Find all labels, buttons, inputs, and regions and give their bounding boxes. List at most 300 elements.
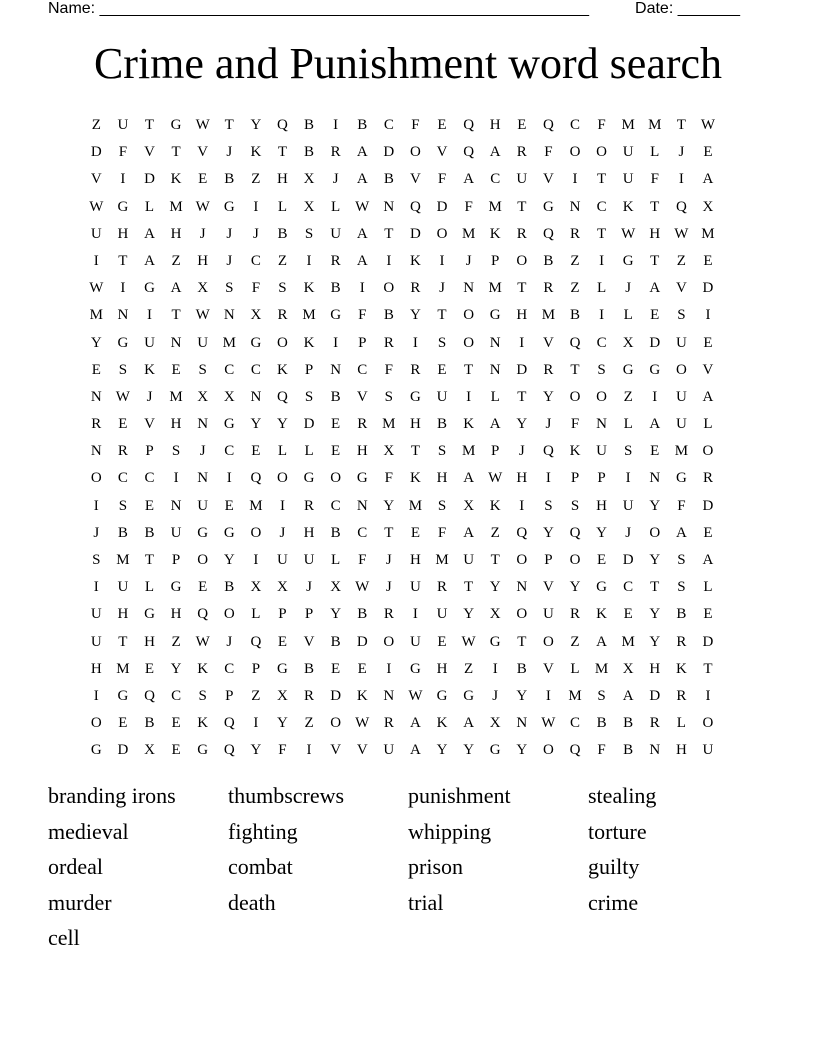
grid-letter: G bbox=[117, 687, 129, 704]
grid-letter: V bbox=[144, 416, 155, 433]
grid-row bbox=[83, 631, 721, 658]
grid-letter: O bbox=[675, 361, 687, 378]
grid-letter: H bbox=[144, 633, 155, 650]
grid-letter: F bbox=[597, 117, 606, 133]
grid-letter: I bbox=[386, 252, 392, 269]
grid-letter: R bbox=[330, 144, 341, 161]
grid-letter: I bbox=[306, 742, 312, 759]
grid-letter: W bbox=[488, 470, 503, 487]
grid-letter: C bbox=[569, 117, 580, 133]
grid-letter: I bbox=[93, 252, 99, 269]
grid-letter: F bbox=[437, 524, 447, 541]
grid-letter: C bbox=[250, 361, 261, 378]
grid-letter: L bbox=[596, 280, 607, 297]
grid-letter: Y bbox=[542, 388, 554, 405]
grid-letter: P bbox=[304, 606, 314, 623]
grid-letter: J bbox=[625, 280, 632, 297]
grid-letter: G bbox=[622, 361, 634, 378]
grid-letter: M bbox=[169, 198, 183, 215]
grid-letter: G bbox=[489, 742, 501, 759]
grid-letter: H bbox=[436, 660, 448, 677]
grid-letter: R bbox=[410, 280, 421, 297]
grid-letter: K bbox=[303, 280, 315, 297]
grid-letter: A bbox=[649, 280, 661, 297]
grid-letter: B bbox=[383, 171, 394, 188]
grid-letter: W bbox=[700, 117, 716, 133]
grid-letter: D bbox=[702, 633, 714, 650]
grid-letter: M bbox=[116, 660, 130, 677]
grid-letter: Y bbox=[410, 307, 421, 324]
grid-letter: K bbox=[622, 198, 634, 215]
grid-letter: B bbox=[304, 660, 315, 677]
grid-letter: S bbox=[677, 552, 686, 568]
grid-letter: B bbox=[330, 524, 341, 541]
grid-row bbox=[83, 739, 721, 766]
grid-letter: M bbox=[568, 687, 582, 704]
grid-letter: Q bbox=[223, 742, 235, 759]
grid-letter: E bbox=[198, 171, 208, 188]
grid-letter: E bbox=[118, 715, 128, 732]
grid-letter: P bbox=[304, 361, 314, 378]
grid-letter: J bbox=[226, 225, 233, 242]
grid-letter: C bbox=[490, 171, 501, 188]
grid-letter: Y bbox=[223, 552, 235, 568]
grid-letter: R bbox=[569, 225, 580, 242]
grid-letter: I bbox=[253, 198, 259, 215]
grid-letter: Z bbox=[304, 715, 314, 732]
grid-letter: X bbox=[622, 660, 634, 677]
grid-letter: B bbox=[357, 606, 368, 623]
grid-letter: Q bbox=[223, 715, 235, 732]
grid-letter: O bbox=[702, 443, 714, 460]
grid-letter: I bbox=[253, 552, 259, 568]
grid-letter: Q bbox=[569, 742, 581, 759]
grid-letter: G bbox=[489, 633, 501, 650]
grid-letter: Q bbox=[516, 524, 528, 541]
grid-letter: A bbox=[702, 388, 714, 405]
grid-letter: Y bbox=[569, 579, 581, 596]
grid-letter: E bbox=[623, 606, 633, 623]
grid-letter: W bbox=[355, 715, 370, 732]
grid-letter: R bbox=[543, 361, 554, 378]
grid-letter: R bbox=[543, 280, 554, 297]
grid-letter: U bbox=[622, 144, 634, 161]
grid-letter: K bbox=[170, 171, 182, 188]
grid-letter: O bbox=[463, 307, 475, 324]
grid-letter: N bbox=[516, 715, 528, 732]
grid-letter: C bbox=[569, 715, 580, 732]
grid-letter: S bbox=[597, 361, 606, 378]
grid-letter: T bbox=[490, 552, 500, 568]
grid-letter: G bbox=[144, 280, 155, 297]
grid-letter: G bbox=[675, 470, 687, 487]
grid-letter: J bbox=[279, 524, 286, 541]
word-list-item: thumbscrews bbox=[228, 783, 345, 808]
grid-letter: B bbox=[277, 225, 288, 242]
grid-letter: C bbox=[224, 361, 235, 378]
grid-letter: X bbox=[702, 198, 714, 215]
grid-letter: L bbox=[331, 198, 341, 215]
grid-letter: Y bbox=[516, 742, 528, 759]
grid-letter: Z bbox=[623, 388, 633, 405]
grid-letter: N bbox=[383, 198, 395, 215]
grid-letter: S bbox=[118, 497, 128, 514]
grid-letter: C bbox=[596, 334, 607, 351]
grid-letter: Q bbox=[144, 687, 155, 704]
grid-letter: B bbox=[623, 715, 634, 732]
grid-letter: B bbox=[596, 715, 607, 732]
grid-letter: M bbox=[701, 225, 715, 242]
grid-letter: O bbox=[90, 715, 102, 732]
grid-letter: L bbox=[650, 144, 660, 161]
letter-grid bbox=[83, 114, 721, 767]
grid-letter: K bbox=[596, 606, 607, 623]
grid-letter: W bbox=[621, 225, 636, 242]
grid-letter: F bbox=[570, 416, 580, 433]
grid-letter: T bbox=[650, 198, 660, 215]
grid-letter: O bbox=[383, 280, 395, 297]
grid-letter: F bbox=[597, 742, 606, 759]
grid-letter: X bbox=[250, 579, 262, 596]
grid-letter: U bbox=[596, 443, 607, 460]
grid-letter: A bbox=[170, 280, 182, 297]
grid-letter: N bbox=[330, 361, 342, 378]
grid-letter: R bbox=[304, 687, 315, 704]
grid-letter: E bbox=[437, 117, 447, 133]
grid-letter: N bbox=[649, 742, 661, 759]
grid-letter: I bbox=[120, 280, 126, 297]
grid-letter: T bbox=[650, 579, 660, 596]
grid-letter: B bbox=[330, 280, 341, 297]
grid-letter: M bbox=[488, 280, 502, 297]
grid-letter: B bbox=[224, 579, 235, 596]
grid-letter: W bbox=[355, 579, 370, 596]
grid-letter: I bbox=[386, 660, 392, 677]
grid-letter: Y bbox=[170, 660, 182, 677]
grid-row bbox=[83, 332, 721, 359]
grid-letter: G bbox=[596, 579, 607, 596]
grid-letter: E bbox=[437, 633, 447, 650]
grid-letter: J bbox=[226, 144, 233, 161]
grid-letter: F bbox=[650, 171, 659, 188]
grid-letter: X bbox=[489, 606, 501, 623]
word-list-item: torture bbox=[588, 818, 647, 844]
grid-letter: F bbox=[118, 144, 128, 161]
grid-letter: B bbox=[330, 633, 341, 650]
grid-letter: O bbox=[596, 388, 607, 405]
grid-letter: I bbox=[466, 388, 472, 405]
grid-letter: D bbox=[383, 144, 395, 161]
grid-letter: A bbox=[702, 552, 714, 568]
grid-letter: T bbox=[410, 443, 420, 460]
grid-letter: L bbox=[144, 198, 155, 215]
name-field: Name: _______________________________________________________ bbox=[48, 0, 589, 17]
grid-letter: J bbox=[226, 252, 233, 269]
grid-letter: H bbox=[410, 552, 421, 568]
grid-letter: R bbox=[516, 225, 527, 242]
grid-letter: S bbox=[304, 388, 314, 405]
grid-letter: R bbox=[649, 715, 660, 732]
grid-letter: T bbox=[277, 144, 288, 161]
grid-letter: E bbox=[410, 524, 420, 541]
grid-letter: J bbox=[385, 579, 392, 596]
grid-letter: G bbox=[542, 198, 554, 215]
grid-letter: D bbox=[622, 552, 634, 568]
grid-letter: G bbox=[144, 606, 155, 623]
grid-letter: L bbox=[331, 552, 341, 568]
grid-letter: R bbox=[91, 416, 102, 433]
grid-letter: K bbox=[489, 497, 501, 514]
grid-letter: V bbox=[542, 579, 554, 596]
grid-row bbox=[83, 359, 721, 386]
grid-letter: R bbox=[383, 334, 394, 351]
grid-letter: I bbox=[599, 252, 605, 269]
grid-letter: I bbox=[412, 334, 418, 351]
grid-letter: U bbox=[516, 171, 528, 188]
grid-letter: V bbox=[197, 144, 209, 161]
word-list-item: ordeal bbox=[48, 854, 103, 879]
grid-letter: W bbox=[89, 198, 104, 215]
grid-letter: C bbox=[224, 660, 235, 677]
grid-row bbox=[83, 576, 721, 603]
grid-letter: T bbox=[650, 252, 660, 269]
grid-letter: I bbox=[599, 307, 605, 324]
grid-letter: L bbox=[251, 606, 261, 623]
grid-letter: E bbox=[331, 416, 341, 433]
page-title: Crime and Punishment word search bbox=[93, 39, 723, 88]
grid-letter: L bbox=[703, 579, 713, 596]
grid-letter: U bbox=[90, 225, 102, 242]
grid-letter: R bbox=[437, 579, 448, 596]
grid-letter: U bbox=[90, 606, 102, 623]
grid-letter: F bbox=[384, 361, 393, 378]
grid-letter: N bbox=[356, 497, 368, 514]
grid-letter: B bbox=[144, 715, 155, 732]
grid-letter: A bbox=[356, 171, 368, 188]
grid-letter: B bbox=[623, 742, 634, 759]
grid-letter: H bbox=[675, 742, 687, 759]
grid-letter: F bbox=[384, 470, 393, 487]
grid-letter: S bbox=[198, 687, 207, 704]
grid-letter: S bbox=[544, 497, 553, 514]
grid-letter: W bbox=[195, 633, 210, 650]
grid-letter: V bbox=[542, 660, 554, 677]
header bbox=[48, 0, 740, 20]
grid-letter: R bbox=[277, 307, 288, 324]
grid-row bbox=[83, 413, 721, 440]
grid-letter: B bbox=[676, 606, 687, 623]
grid-letter: Q bbox=[277, 117, 288, 133]
grid-letter: J bbox=[439, 280, 445, 297]
grid-letter: Y bbox=[250, 416, 262, 433]
grid-letter: G bbox=[463, 687, 475, 704]
grid-letter: R bbox=[410, 361, 421, 378]
grid-letter: C bbox=[171, 687, 182, 704]
grid-letter: N bbox=[90, 443, 102, 460]
grid-letter: K bbox=[463, 416, 475, 433]
grid-letter: K bbox=[675, 660, 687, 677]
grid-letter: N bbox=[596, 416, 607, 433]
grid-letter: V bbox=[702, 361, 714, 378]
grid-row bbox=[83, 196, 721, 223]
grid-letter: O bbox=[383, 633, 395, 650]
grid-letter: I bbox=[705, 687, 711, 704]
grid-letter: G bbox=[197, 524, 209, 541]
grid-letter: G bbox=[117, 334, 129, 351]
grid-letter: G bbox=[489, 307, 501, 324]
grid-row bbox=[83, 440, 721, 467]
grid-letter: O bbox=[542, 742, 554, 759]
grid-letter: W bbox=[408, 687, 423, 704]
grid-letter: E bbox=[171, 742, 181, 759]
grid-row bbox=[83, 467, 721, 494]
grid-letter: U bbox=[675, 334, 687, 351]
grid-letter: Q bbox=[250, 633, 262, 650]
grid-letter: J bbox=[146, 388, 153, 405]
grid-letter: P bbox=[491, 443, 500, 460]
grid-letter: Z bbox=[570, 633, 580, 650]
grid-letter: R bbox=[304, 497, 315, 514]
grid-letter: O bbox=[223, 606, 235, 623]
grid-letter: O bbox=[702, 715, 714, 732]
grid-letter: E bbox=[703, 606, 713, 623]
grid-letter: X bbox=[303, 198, 315, 215]
grid-letter: S bbox=[304, 225, 314, 242]
grid-letter: D bbox=[702, 280, 714, 297]
grid-letter: M bbox=[382, 416, 396, 433]
grid-letter: H bbox=[197, 252, 209, 269]
grid-letter: T bbox=[570, 361, 580, 378]
grid-letter: C bbox=[357, 524, 368, 541]
grid-letter: C bbox=[383, 117, 394, 133]
grid-letter: M bbox=[116, 552, 130, 568]
grid-letter: Z bbox=[171, 633, 181, 650]
grid-letter: R bbox=[117, 443, 128, 460]
grid-letter: V bbox=[542, 171, 554, 188]
grid-letter: I bbox=[412, 606, 418, 623]
grid-letter: I bbox=[253, 715, 259, 732]
grid-letter: I bbox=[492, 660, 498, 677]
grid-letter: L bbox=[490, 388, 500, 405]
grid-letter: J bbox=[226, 633, 233, 650]
grid-letter: H bbox=[516, 307, 528, 324]
grid-letter: K bbox=[569, 443, 581, 460]
grid-letter: T bbox=[517, 388, 527, 405]
grid-letter: O bbox=[569, 552, 581, 568]
grid-letter: T bbox=[676, 117, 686, 133]
grid-letter: A bbox=[463, 171, 475, 188]
grid-letter: U bbox=[197, 334, 209, 351]
grid-letter: O bbox=[569, 144, 581, 161]
grid-letter: L bbox=[304, 443, 314, 460]
grid-letter: E bbox=[517, 117, 527, 133]
grid-letter: B bbox=[543, 252, 554, 269]
grid-row bbox=[83, 495, 721, 522]
grid-letter: W bbox=[195, 198, 210, 215]
grid-letter: F bbox=[358, 552, 367, 568]
grid-letter: U bbox=[197, 497, 209, 514]
grid-letter: S bbox=[92, 552, 101, 568]
word-list-item: crime bbox=[588, 889, 639, 915]
grid-letter: E bbox=[703, 334, 713, 351]
grid-letter: E bbox=[144, 497, 155, 514]
grid-letter: P bbox=[544, 552, 553, 568]
grid-letter: M bbox=[541, 307, 556, 324]
grid-letter: R bbox=[357, 416, 368, 433]
grid-letter: P bbox=[491, 252, 500, 269]
word-list-item: medieval bbox=[48, 818, 129, 844]
grid-letter: K bbox=[197, 660, 209, 677]
grid-letter: B bbox=[224, 171, 235, 188]
grid-letter: V bbox=[436, 144, 448, 161]
grid-letter: U bbox=[410, 633, 421, 650]
grid-letter: K bbox=[144, 361, 155, 378]
grid-letter: S bbox=[677, 579, 686, 596]
grid-letter: B bbox=[516, 660, 527, 677]
grid-letter: X bbox=[277, 579, 288, 596]
grid-letter: M bbox=[674, 443, 689, 460]
grid-letter: I bbox=[439, 252, 445, 269]
grid-letter: Y bbox=[516, 687, 528, 704]
grid-letter: X bbox=[277, 687, 288, 704]
grid-letter: A bbox=[356, 225, 368, 242]
grid-letter: O bbox=[197, 552, 209, 568]
grid-letter: D bbox=[330, 687, 342, 704]
grid-letter: D bbox=[410, 225, 421, 242]
grid-letter: J bbox=[199, 443, 206, 460]
grid-letter: Y bbox=[277, 715, 288, 732]
grid-letter: P bbox=[145, 443, 154, 460]
grid-letter: O bbox=[516, 606, 528, 623]
grid-letter: T bbox=[171, 144, 181, 161]
grid-letter: T bbox=[464, 361, 474, 378]
grid-letter: Y bbox=[436, 742, 448, 759]
grid-letter: T bbox=[517, 633, 527, 650]
grid-letter: S bbox=[437, 497, 447, 514]
grid-letter: B bbox=[304, 117, 315, 133]
grid-letter: M bbox=[302, 307, 316, 324]
grid-letter: T bbox=[118, 633, 128, 650]
grid-letter: S bbox=[171, 443, 181, 460]
grid-letter: U bbox=[303, 552, 315, 568]
grid-letter: A bbox=[144, 252, 155, 269]
grid-letter: T bbox=[144, 117, 155, 133]
grid-letter: E bbox=[650, 307, 660, 324]
grid-letter: W bbox=[541, 715, 556, 732]
grid-letter: S bbox=[437, 334, 447, 351]
grid-letter: O bbox=[569, 388, 581, 405]
grid-letter: H bbox=[117, 225, 129, 242]
grid-letter: H bbox=[90, 660, 102, 677]
grid-letter: K bbox=[410, 252, 421, 269]
grid-letter: X bbox=[383, 443, 395, 460]
grid-letter: K bbox=[277, 361, 288, 378]
grid-letter: O bbox=[330, 470, 342, 487]
grid-letter: E bbox=[703, 144, 713, 161]
grid-letter: Q bbox=[197, 606, 209, 623]
grid-letter: M bbox=[222, 334, 236, 351]
grid-letter: D bbox=[436, 198, 448, 215]
grid-letter: K bbox=[436, 715, 448, 732]
grid-letter: O bbox=[463, 334, 475, 351]
grid-letter: J bbox=[492, 687, 499, 704]
grid-letter: M bbox=[408, 497, 423, 514]
grid-letter: H bbox=[170, 416, 182, 433]
word-list-item: trial bbox=[408, 889, 444, 915]
grid-letter: J bbox=[93, 524, 100, 541]
grid-letter: S bbox=[570, 497, 580, 514]
grid-letter: I bbox=[678, 171, 684, 188]
